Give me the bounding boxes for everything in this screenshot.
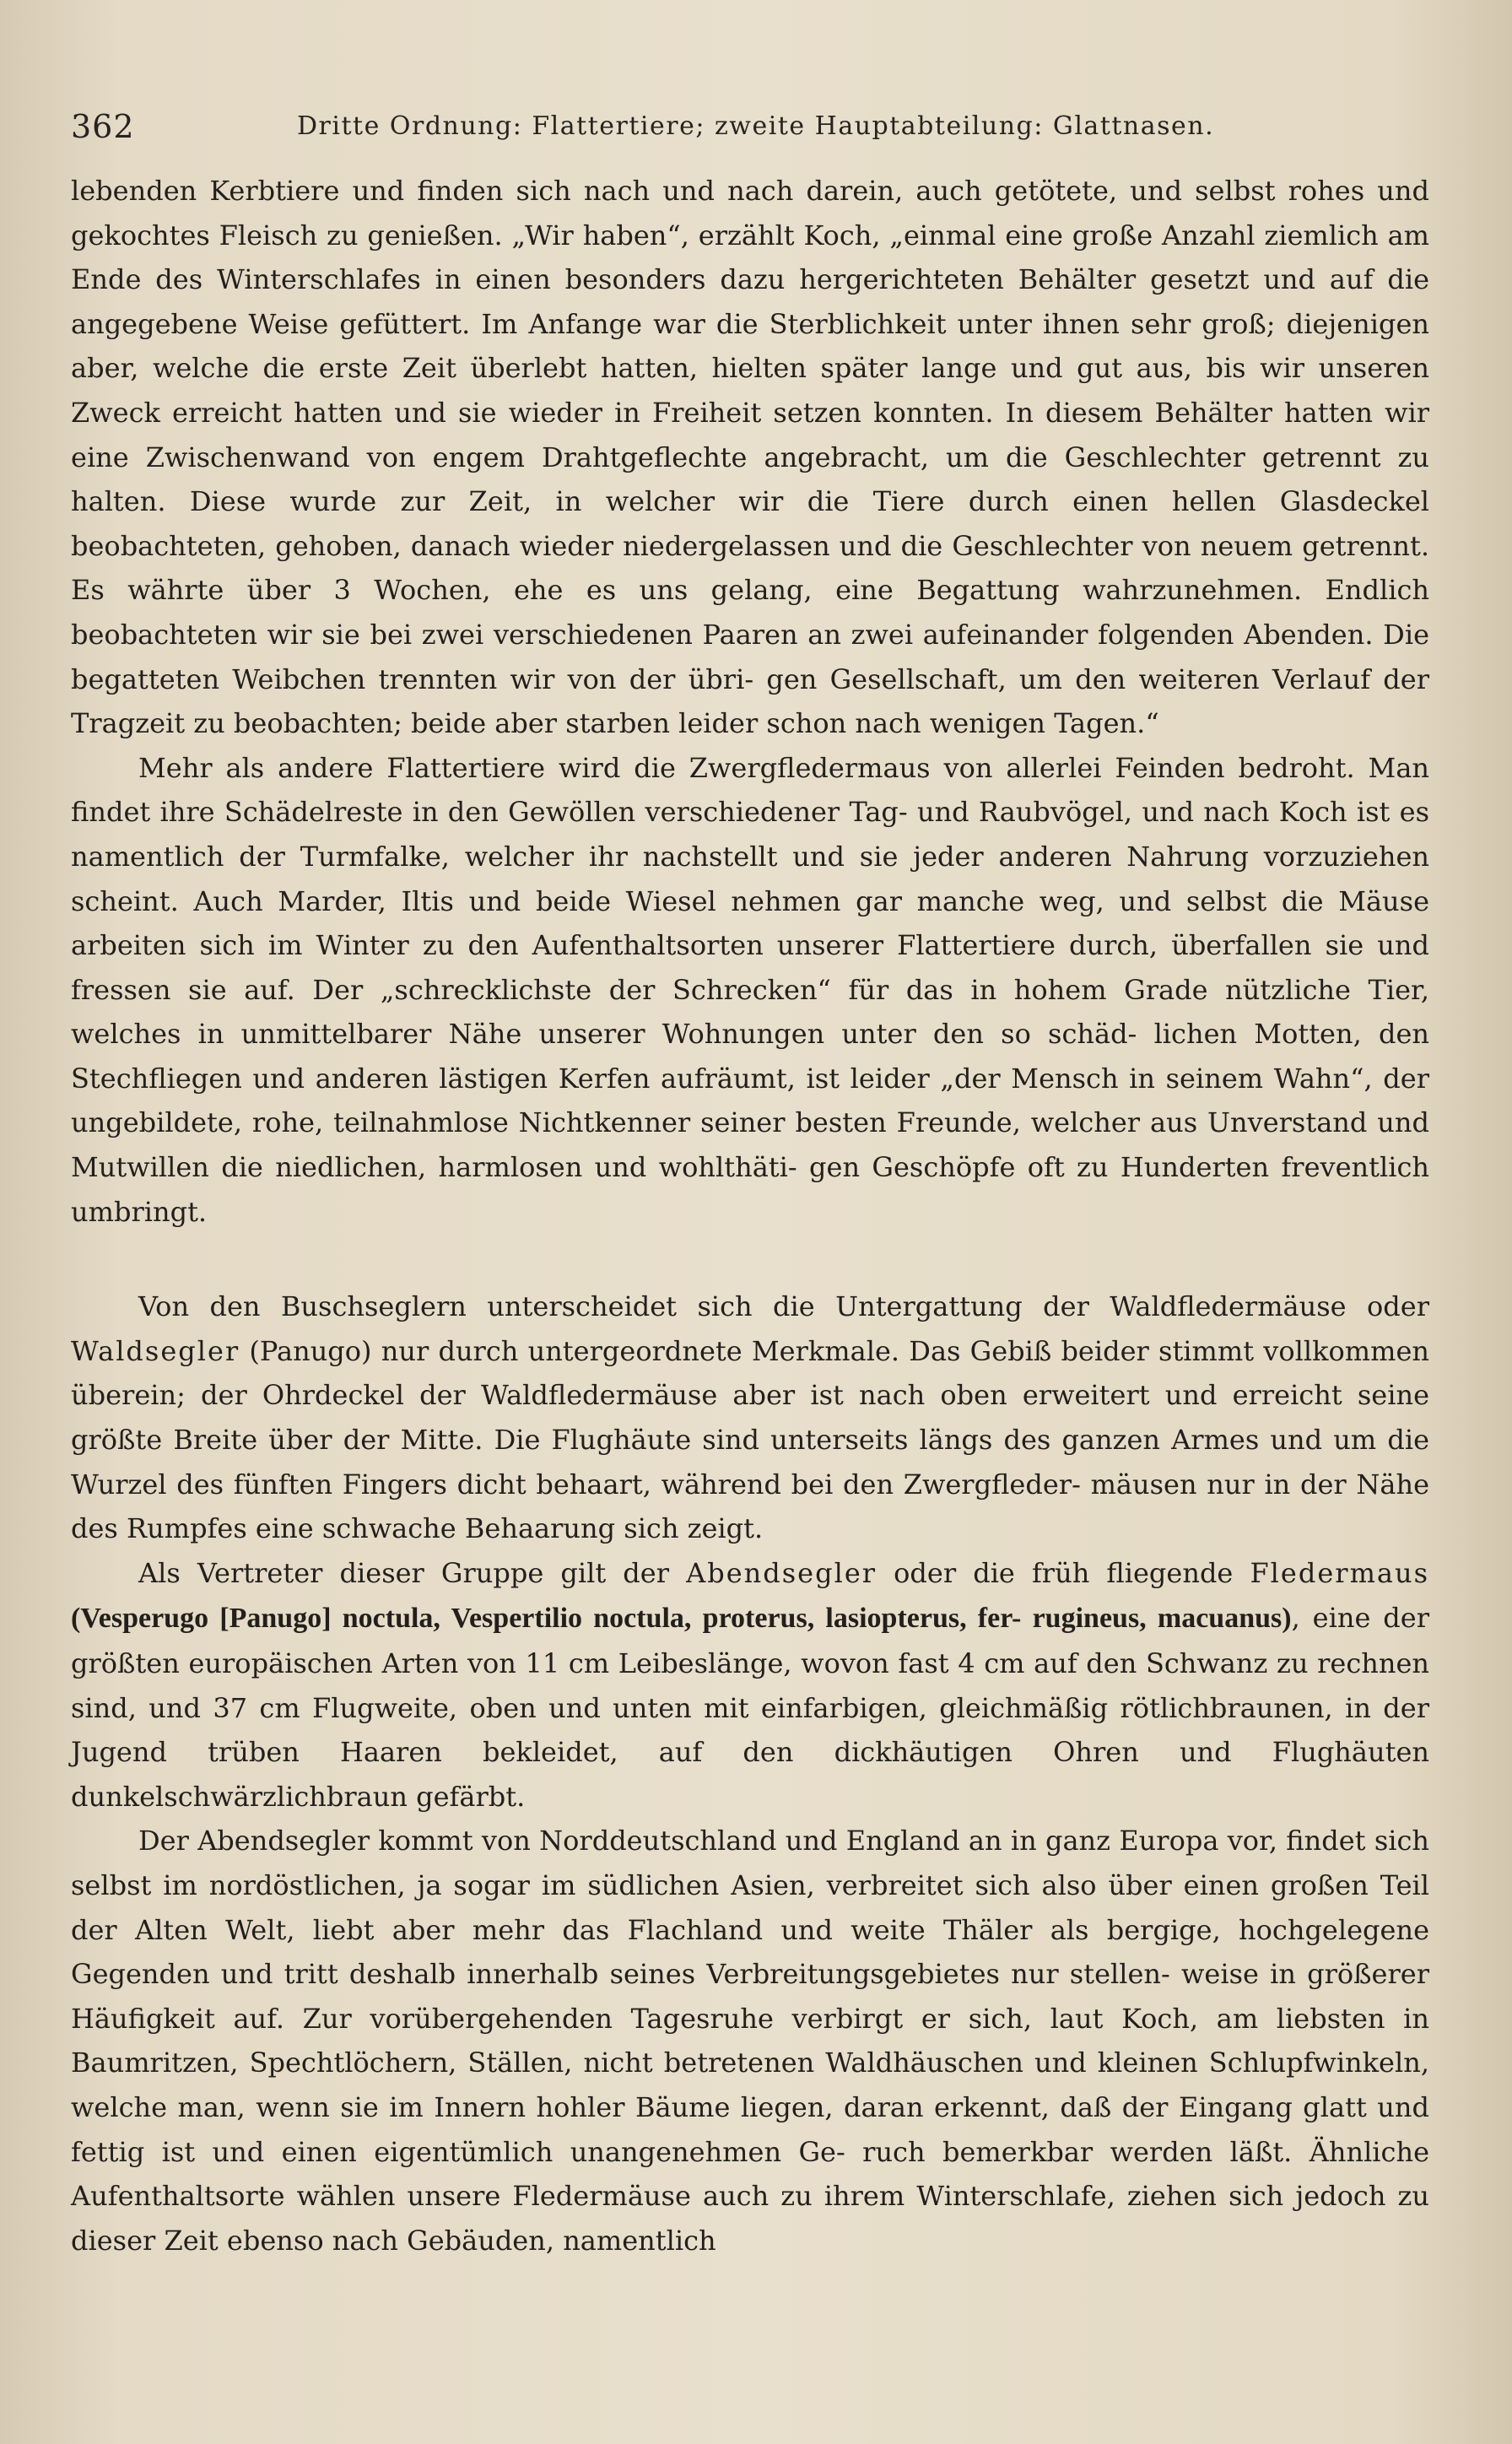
species-term: Fledermaus [1250, 1556, 1430, 1589]
paragraph-text: (Panugo) nur durch untergeordnete Merkmale. Das Gebiß beider stimmt vollkommen überein; der Ohrdeckel der Waldfledermäuse aber ist nach oben erweitert und erreicht seine größte Breite über der Mitte. Die Flughäute sind unterseits längs des ganzen Armes und um die Wurzel des fünften Fingers dicht behaart, während bei den Zwergfleder- mäusen nur in der Nähe des Rumpfes eine schwache Behaarung sich zeigt. [71, 1334, 1429, 1545]
page-number: 362 [71, 108, 135, 145]
paragraph-koch-quote-end: lebenden Kerbtiere und finden sich nach und nach darein, auch getötete, und selbst rohes und gekochtes Fleisch zu genießen. „Wir haben“, erzählt Koch, „einmal eine große Anzahl ziemlich am Ende des Winterschlafes in einen besonders dazu hergerichteten Behälter gesetzt und auf die angegebene Weise gefüttert. Im Anfange war die Sterblichkeit unter ihnen sehr groß; diejenigen aber, welche die erste Zeit überlebt hatten, hielten später lange und gut aus, bis wir unseren Zweck erreicht hatten und sie wieder in Freiheit setzen konnten. In diesem Behälter hatten wir eine Zwischenwand von engem Drahtgeflechte angebracht, um die Geschlechter getrennt zu halten. Diese wurde zur Zeit, in welcher wir die Tiere durch einen hellen Glasdeckel beobachteten, gehoben, danach wieder niedergelassen und die Geschlechter von neuem getrennt. Es währte über 3 Wochen, ehe es uns gelang, eine Begattung wahrzunehmen. Endlich beobachteten wir sie bei zwei verschiedenen Paaren an zwei aufeinander folgenden Abenden. Die begatteten Weibchen trennten wir von der übri- gen Gesellschaft, um den weiteren Verlauf der Tragzeit zu beobachten; beide aber starben leider schon nach wenigen Tagen.“ [71, 175, 1429, 740]
paragraph-distribution: Der Abendsegler kommt von Norddeutschland und England an in ganz Europa vor, findet sich selbst im nordöstlichen, ja sogar im südlichen Asien, verbreitet sich also über einen großen Teil der Alten Welt, liebt aber mehr das Flachland und weite Thäler als bergige, hochgelegene Gegenden und tritt deshalb innerhalb seines Verbreitungsgebietes nur stellen- weise in größerer Häufigkeit auf. Zur vorübergehenden Tagesruhe verbirgt er sich, laut Koch, am liebsten in Baumritzen, Spechtlöchern, Ställen, nicht betretenen Waldhäuschen und kleinen Schlupfwinkeln, welche man, wenn sie im Innern hohler Bäume liegen, daran erkennt, daß der Eingang glatt und fettig ist und einen eigentümlich unangenehmen Ge- ruch bemerkbar werden läßt. Ähnliche Aufenthaltsorte wählen unsere Fledermäuse auch zu ihrem Winterschlafe, ziehen sich jedoch zu dieser Zeit ebenso nach Gebäuden, namentlich [71, 1825, 1429, 2257]
page-header [71, 108, 1429, 149]
paragraph-text: , eine der größten europäischen Arten von 11 cm Leibeslänge, wovon fast 4 cm auf den Schwanz zu rechnen sind, und 37 cm Flugweite, oben und unten mit einfarbigen, gleichmäßig rötlichbraunen, in der Jugend trüben Haaren bekleidet, auf den dickhäutigen Ohren und Flughäuten dunkelschwärzlichbraun gefärbt. [71, 1602, 1429, 1813]
body-text [71, 169, 1429, 2263]
paragraph-text: Als Vertreter dieser Gruppe gilt der [138, 1556, 687, 1589]
paragraph-text: Von den Buschseglern unterscheidet sich die Untergattung der Waldfledermäuse oder [138, 1290, 1429, 1323]
paragraph-waldsegler-intro [71, 1284, 1429, 1551]
species-term: Abendsegler [686, 1556, 878, 1589]
running-head: Dritte Ordnung: Flattertiere; zweite Hauptabteilung: Glattnasen. [297, 111, 1215, 141]
paragraph-enemies: Mehr als andere Flattertiere wird die Zwergfledermaus von allerlei Feinden bedroht. Man findet ihre Schädelreste in den Gewöllen verschiedener Tag- und Raubvögel, und nach Koch ist es namentlich der Turmfalke, welcher ihr nachstellt und sie jeder anderen Nahrung vorzuziehen scheint. Auch Marder, Iltis und beide Wiesel nehmen gar manche weg, und selbst die Mäuse arbeiten sich im Winter zu den Aufenthaltsorten unserer Flattertiere durch, überfallen sie und fressen sie auf. Der „schrecklichste der Schrecken“ für das in hohem Grade nützliche Tier, welches in unmittelbarer Nähe unserer Wohnungen unter den so schäd- lichen Motten, den Stechfliegen und anderen lästigen Kerfen aufräumt, ist leider „der Mensch in seinem Wahn“, der ungebildete, rohe, teilnahmlose Nichtkenner seiner besten Freunde, welcher aus Unverstand und Mutwillen die niedlichen, harmlosen und wohlthäti- gen Geschöpfe oft zu Hunderten freventlich umbringt. [71, 751, 1429, 1228]
paragraph-abendsegler-description [71, 1551, 1429, 1819]
paragraph-text: oder die früh fliegende [877, 1556, 1250, 1589]
species-term: Waldsegler [71, 1334, 240, 1367]
latin-name: (Vesperugo [Panugo] noctula, Vespertilio noctula, proterus, lasiopterus, fer- rugineus, macuanus) [71, 1603, 1292, 1635]
